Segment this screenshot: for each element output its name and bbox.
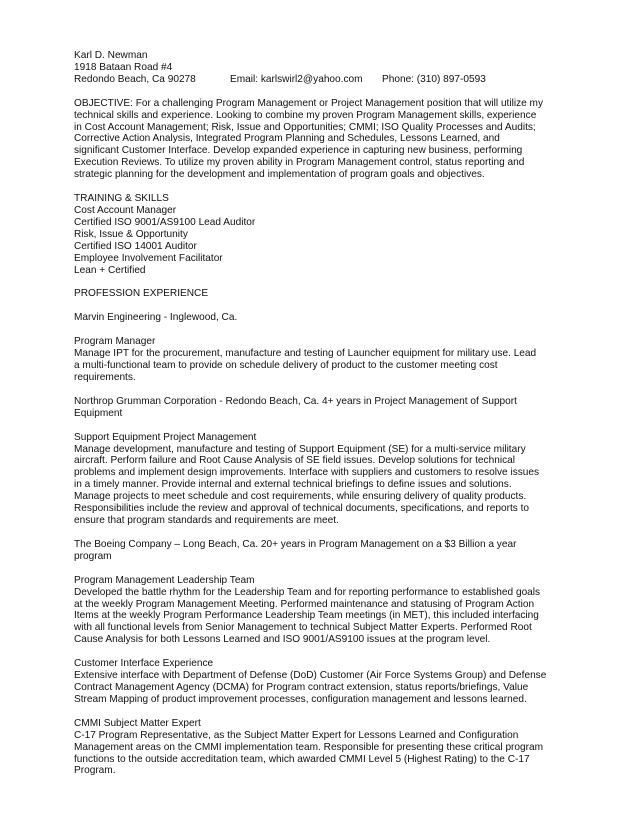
training-section <box>74 193 574 276</box>
role-title: Program Manager <box>74 336 156 348</box>
role-line: functions to the outside accreditation team, which awarded CMMI Level 5 (Highest Rating) to the C-17 <box>74 753 530 765</box>
role-title: CMMI Subject Matter Expert <box>74 717 201 729</box>
role-line: Stream Mapping of product improvement processes, configuration management and lessons learned. <box>74 693 527 705</box>
objective-section <box>74 98 574 181</box>
role-line: Cause Analysis for both Lessons Learned and ISO 9001/AS9100 issues at the program level. <box>74 634 491 646</box>
contact-block <box>74 50 574 86</box>
objective-line: technical skills and experience. Looking to combine my proven Program Management skills, experience <box>74 109 537 121</box>
training-item: Cost Account Manager <box>74 204 177 216</box>
objective-line: significant Customer Interface. Develop expanded experience in capturing new business, performing <box>74 145 523 157</box>
city-address: Redondo Beach, Ca 90278 <box>74 73 196 85</box>
role-line: ensure that program standards and requirements are meet. <box>74 515 339 526</box>
marvin-role <box>74 336 574 384</box>
experience-heading: PROFESSION EXPERIENCE <box>74 288 209 300</box>
northrop-role <box>74 432 574 527</box>
boeing-role-customer <box>74 658 574 706</box>
company-name: program <box>74 550 112 562</box>
training-item: Certified ISO 14001 Auditor <box>74 240 197 252</box>
role-line: C-17 Program Representative, as the Subject Matter Expert for Lessons Learned and Configuration <box>74 729 519 741</box>
company-name: Marvin Engineering - Inglewood, Ca. <box>74 312 238 324</box>
role-line: Contract Management Agency (DCMA) for Program contract extension, status reports/briefings, Value <box>74 681 529 693</box>
role-line: Items at the weekly Program Performance Leadership Team meetings (in MET), this included interfacing <box>74 610 539 622</box>
resume-page <box>74 50 574 789</box>
boeing-role-cmmi <box>74 718 574 778</box>
role-line: Responsibilities include the review and approval of technical documents, specifications, and reports to <box>74 503 530 515</box>
phone-number: Phone: (310) 897-0593 <box>382 73 486 85</box>
training-item: Lean + Certified <box>74 264 146 276</box>
northrop-company <box>74 396 574 420</box>
company-name: The Boeing Company – Long Beach, Ca. 20+ years in Program Management on a $3 Billion a year <box>74 538 517 550</box>
role-title: Customer Interface Experience <box>74 658 214 670</box>
company-name: Equipment <box>74 407 123 419</box>
experience-section <box>74 288 574 300</box>
company-name: Northrop Grumman Corporation - Redondo Beach, Ca. 4+ years in Project Management of Support <box>74 395 517 407</box>
role-line: problems and implement design improvements. Interface with suppliers and customers to resolve issues <box>74 467 540 479</box>
role-line: at the weekly Program Management Meeting. Performed maintenance and statusing of Program Action <box>74 598 535 610</box>
role-line: Developed the battle rhythm for the Leadership Team and for reporting performance to established goals <box>74 586 541 598</box>
role-line: with all functional levels from Senior Management to technical Subject Matter Experts. Performed Root <box>74 622 532 634</box>
email-address: Email: karlswirl2@yahoo.com <box>230 73 363 85</box>
role-line: Management areas on the CMMI implementation team. Responsible for presenting these critical program <box>74 741 544 753</box>
role-line: aircraft. Perform failure and Root Cause Analysis of SE field issues. Develop solutions for technical <box>74 455 515 467</box>
role-line: Program. <box>74 765 116 777</box>
role-line: Manage IPT for the procurement, manufacture and testing of Launcher equipment for military use. Lead <box>74 348 537 360</box>
objective-line: strategic planning for the development and implementation of program goals and objectives. <box>74 169 485 181</box>
objective-line: Execution Reviews. To utilize my proven ability in Program Management control, status reporting and <box>74 157 525 169</box>
objective-line: in Cost Account Management; Risk, Issue and Opportunities; CMMI; ISO Quality Processes and Audits; <box>74 121 536 133</box>
role-line: a multi-functional team to provide on schedule delivery of product to the customer meeting cost <box>74 360 498 372</box>
training-heading: TRAINING & SKILLS <box>74 193 169 205</box>
role-title: Program Management Leadership Team <box>74 574 255 586</box>
training-item: Certified ISO 9001/AS9100 Lead Auditor <box>74 216 256 228</box>
boeing-role-leadership <box>74 575 574 646</box>
role-line: Manage development, manufacture and testing of Support Equipment (SE) for a multi-service military <box>74 443 526 455</box>
role-title: Support Equipment Project Management <box>74 431 257 443</box>
training-item: Risk, Issue & Opportunity <box>74 228 188 240</box>
marvin-company <box>74 312 574 324</box>
role-line: Manage projects to meet schedule and cost requirements, while ensuring delivery of quality products. <box>74 491 527 503</box>
contact-row <box>74 74 574 86</box>
boeing-company <box>74 539 574 563</box>
street-address: 1918 Bataan Road #4 <box>74 61 173 73</box>
applicant-name: Karl D. Newman <box>74 50 148 61</box>
training-item: Employee Involvement Facilitator <box>74 252 223 264</box>
objective-line: Corrective Action Analysis, Integrated Program Planning and Schedules, Lessons Learned, and <box>74 133 500 145</box>
role-line: in a timely manner. Provide internal and external technical briefings to define issues and solutions. <box>74 479 512 491</box>
objective-line: OBJECTIVE: For a challenging Program Management or Project Management position that will utilize my <box>74 97 544 109</box>
role-line: requirements. <box>74 371 136 383</box>
role-line: Extensive interface with Department of Defense (DoD) Customer (Air Force Systems Group) and Defense <box>74 670 547 682</box>
